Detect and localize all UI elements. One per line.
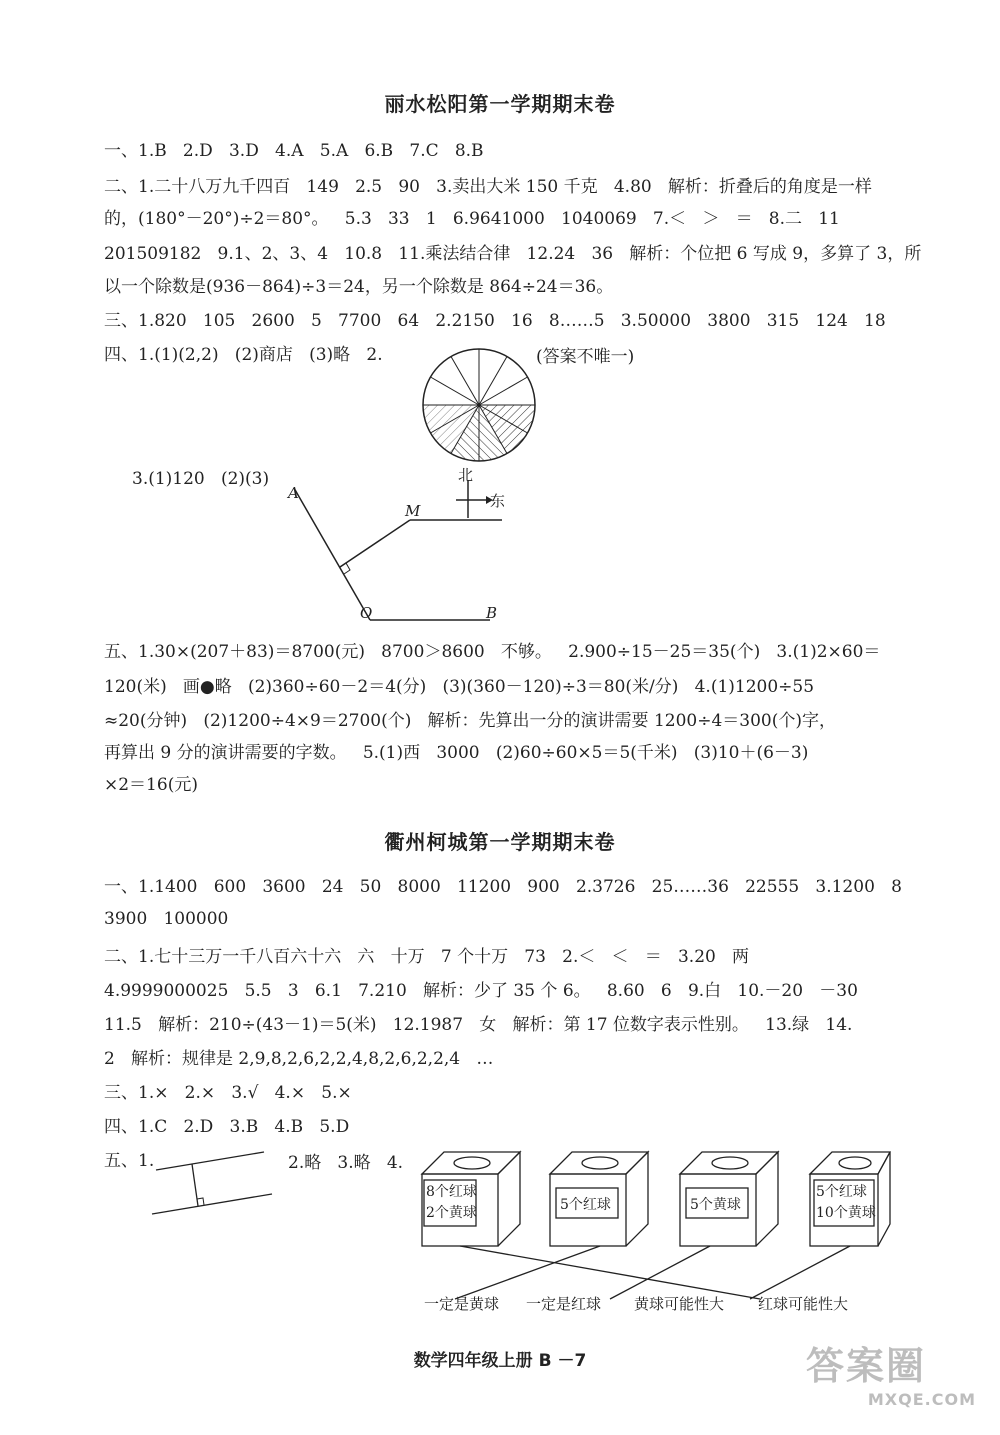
answer-line: 201509182 9.1、2、3、4 10.8 11.乘法结合律 12.24 36 解析：个位把 6 写成 9，多算了 3，所 [104,244,922,264]
section2-title: 衢州柯城第一学期期末卷 [384,830,616,854]
answer-line: 2 解析：规律是 2,9,8,2,6,2,2,4,8,2,6,2,2,4 … [104,1049,494,1069]
box-4-label: 5个红球 10个黄球 [816,1184,876,1221]
point-o-label: O [360,604,373,622]
section1-title: 丽水松阳第一学期期末卷 [384,92,616,116]
outcome-3: 黄球可能性大 [634,1295,725,1313]
answer-line: ≈20(分钟) (2)1200÷4×9＝2700(个) 解析：先算出一分的演讲需要 1200÷4＝300(个)字， [104,711,836,731]
compass-east-label: 东 [490,492,506,510]
watermark-text: 答案圈 [806,1344,927,1388]
answer-line: 五、1. [104,1151,155,1171]
answer-line: 4.9999000025 5.5 3 6.1 7.210 解析：少了 35 个 6。 8.60 6 9.白 10.－20 －30 [104,981,858,1001]
answer-line: 三、1.820 105 2600 5 7700 64 2.2150 16 8……5 3.50000 3800 315 124 18 [104,311,886,331]
point-m-label: M [405,502,421,520]
answer-line: 的，(180°－20°)÷2＝80°。 5.3 33 1 6.9641000 1040069 7.＜ ＞ ＝ 8.二 11 [104,209,840,229]
parallel-lines-diagram [150,1146,275,1221]
answer-line: 一、1.B 2.D 3.D 4.A 5.A 6.B 7.C 8.B [104,141,484,161]
answer-line: 11.5 解析：210÷(43－1)＝5(米) 12.1987 女 解析：第 17 位数字表示性别。 13.绿 14. [104,1015,853,1035]
answer-line: 3.(1)120 (2)(3) [132,469,270,489]
outcome-1: 一定是黄球 [424,1295,500,1313]
answer-line: 120(米) 画●略 (2)360÷60－2＝4(分) (3)(360－120)÷3＝80(米/分) 4.(1)1200÷55 [104,677,815,697]
watermark-url: MXQE.COM [867,1390,976,1409]
answer-line: 四、1.(1)(2,2) (2)商店 (3)略 2. [104,345,383,365]
point-a-label: A [288,484,299,502]
answer-line: 2.略 3.略 4. [288,1153,404,1173]
outcome-2: 一定是红球 [526,1295,602,1313]
compass-north-label: 北 [458,466,474,484]
point-b-label: B [486,604,498,622]
answer-line: 3900 100000 [104,909,229,929]
box-3-label: 5个黄球 [690,1197,741,1213]
circle-diagram [420,346,538,464]
angle-diagram [280,460,510,630]
box-1-label: 8个红球 2个黄球 [426,1184,477,1221]
answer-line: 再算出 9 分的演讲需要的字数。 5.(1)西 3000 (2)60÷60×5＝5(千米) (3)10＋(6－3) [104,743,809,763]
answer-line: ×2＝16(元) [104,775,198,795]
answer-line: 二、1.七十三万一千八百六十六 六 十万 7 个十万 73 2.＜ ＜ ＝ 3.20 两 [104,947,750,967]
answer-line: 二、1.二十八万九千四百 149 2.5 90 3.卖出大米 150 千克 4.80 解析：折叠后的角度是一样 [104,177,872,197]
box-2-label: 5个红球 [560,1197,611,1213]
answer-line: 四、1.C 2.D 3.B 4.B 5.D [104,1117,350,1137]
circle-note: (答案不唯一) [536,347,635,367]
answer-line: 三、1.× 2.× 3.√ 4.× 5.× [104,1083,352,1103]
answer-line: 一、1.1400 600 3600 24 50 8000 11200 900 2.3726 25……36 22555 3.1200 8 [104,877,902,897]
answer-line: 以一个除数是(936－864)÷3＝24，另一个除数是 864÷24＝36。 [104,277,614,297]
outcome-4: 红球可能性大 [758,1295,849,1313]
watermark-logo [806,1335,976,1415]
answer-line: 五、1.30×(207＋83)＝8700(元) 8700＞8600 不够。 2.900÷15－25＝35(个) 3.(1)2×60＝ [104,642,881,662]
page-footer: 数学四年级上册 B －7 [413,1351,587,1371]
